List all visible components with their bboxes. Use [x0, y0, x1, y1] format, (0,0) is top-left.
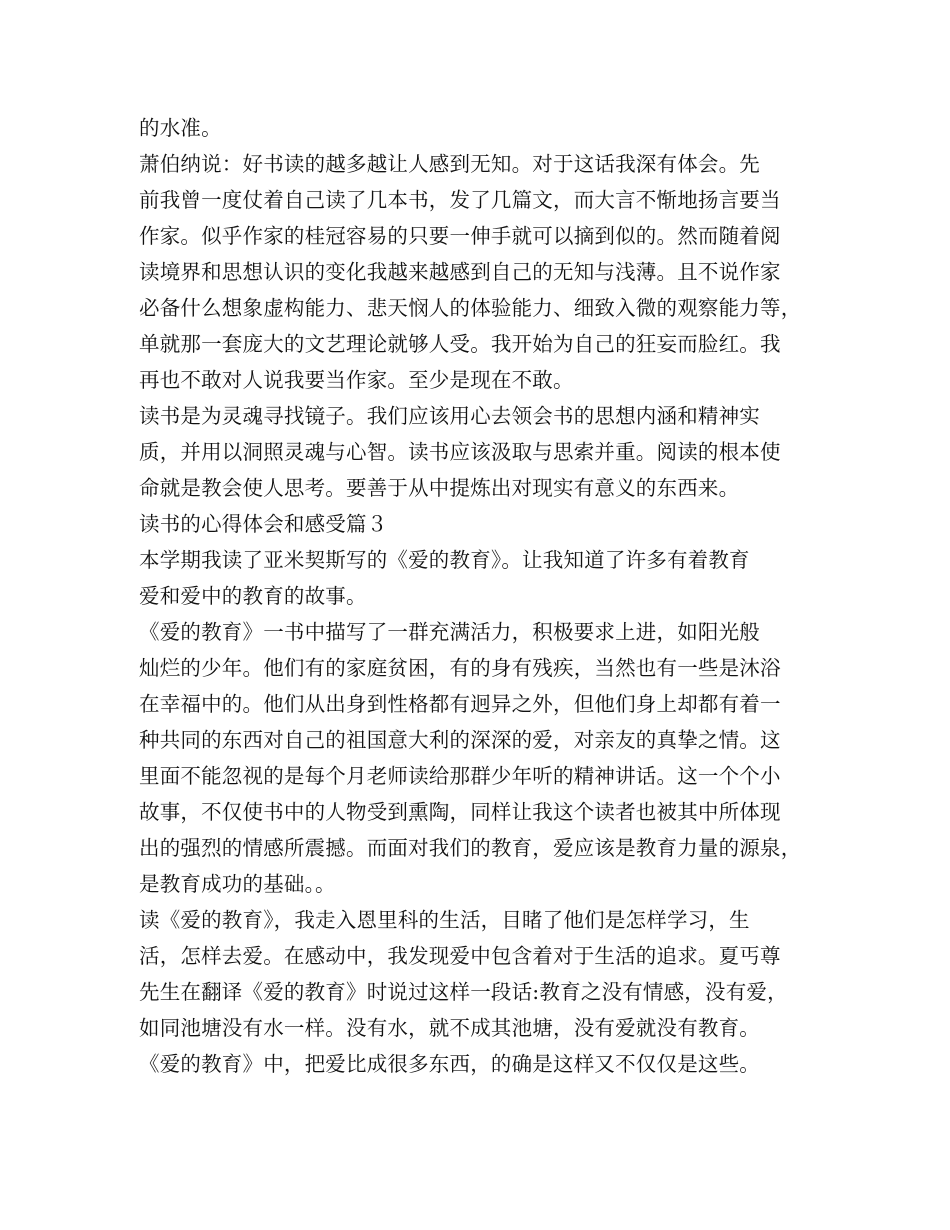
text-line: 先生在翻译《爱的教育》时说过这样一段话:教育之没有情感，没有爱， — [139, 980, 788, 1004]
text-line: 前我曾一度仗着自己读了几本书，发了几篇文，而大言不惭地扬言要当 — [139, 188, 781, 212]
text-line: 的水准。 — [139, 116, 222, 140]
text-line: 单就那一套庞大的文艺理论就够人受。我开始为自己的狂妄而脸红。我 — [139, 332, 781, 356]
section-heading: 读书的心得体会和感受篇３ — [139, 512, 388, 536]
text-line: 《爱的教育》中，把爱比成很多东西，的确是这样又不仅仅是这些。 — [139, 1052, 760, 1076]
text-line: 读境界和思想认识的变化我越来越感到自己的无知与浅薄。且不说作家 — [139, 260, 781, 284]
text-line: 里面不能忽视的是每个月老师读给那群少年听的精神讲话。这一个个小 — [139, 764, 781, 788]
text-line: 故事，不仅使书中的人物受到熏陶，同样让我这个读者也被其中所体现 — [139, 800, 781, 824]
text-line: 再也不敢对人说我要当作家。至少是现在不敢。 — [139, 368, 574, 392]
text-line: 读《爱的教育》，我走入恩里科的生活，目睹了他们是怎样学习，生 — [139, 908, 750, 932]
text-line: 必备什么想象虚构能力、悲天悯人的体验能力、细致入微的观察能力等， — [139, 296, 802, 320]
text-line: 《爱的教育》一书中描写了一群充满活力，积极要求上进，如阳光般 — [139, 620, 760, 644]
text-line: 本学期我读了亚米契斯写的《爱的教育》。让我知道了许多有着教育 — [139, 548, 750, 572]
text-line: 是教育成功的基础。。 — [139, 872, 336, 896]
text-line: 爱和爱中的教育的故事。 — [139, 584, 367, 608]
text-line: 读书是为灵魂寻找镜子。我们应该用心去领会书的思想内涵和精神实 — [139, 404, 760, 428]
text-line: 作家。似乎作家的桂冠容易的只要一伸手就可以摘到似的。然而随着阅 — [139, 224, 781, 248]
text-line: 如同池塘没有水一样。没有水，就不成其池塘，没有爱就没有教育。 — [139, 1016, 760, 1040]
text-line: 命就是教会使人思考。要善于从中提炼出对现实有意义的东西来。 — [139, 476, 740, 500]
text-line: 在幸福中的。他们从出身到性格都有迥异之外，但他们身上却都有着一 — [139, 692, 781, 716]
text-line: 出的强烈的情感所震撼。而面对我们的教育，爱应该是教育力量的源泉， — [139, 836, 802, 860]
text-line: 活，怎样去爱。在感动中，我发现爱中包含着对于生活的追求。夏丐尊 — [139, 944, 781, 968]
text-line: 种共同的东西对自己的祖国意大利的深深的爱，对亲友的真挚之情。这 — [139, 728, 781, 752]
text-line: 质，并用以洞照灵魂与心智。读书应该汲取与思索并重。阅读的根本使 — [139, 440, 781, 464]
text-line: 灿烂的少年。他们有的家庭贫困，有的身有残疾，当然也有一些是沐浴 — [139, 656, 781, 680]
text-line: 萧伯纳说：好书读的越多越让人感到无知。对于这话我深有体会。先 — [139, 152, 760, 176]
